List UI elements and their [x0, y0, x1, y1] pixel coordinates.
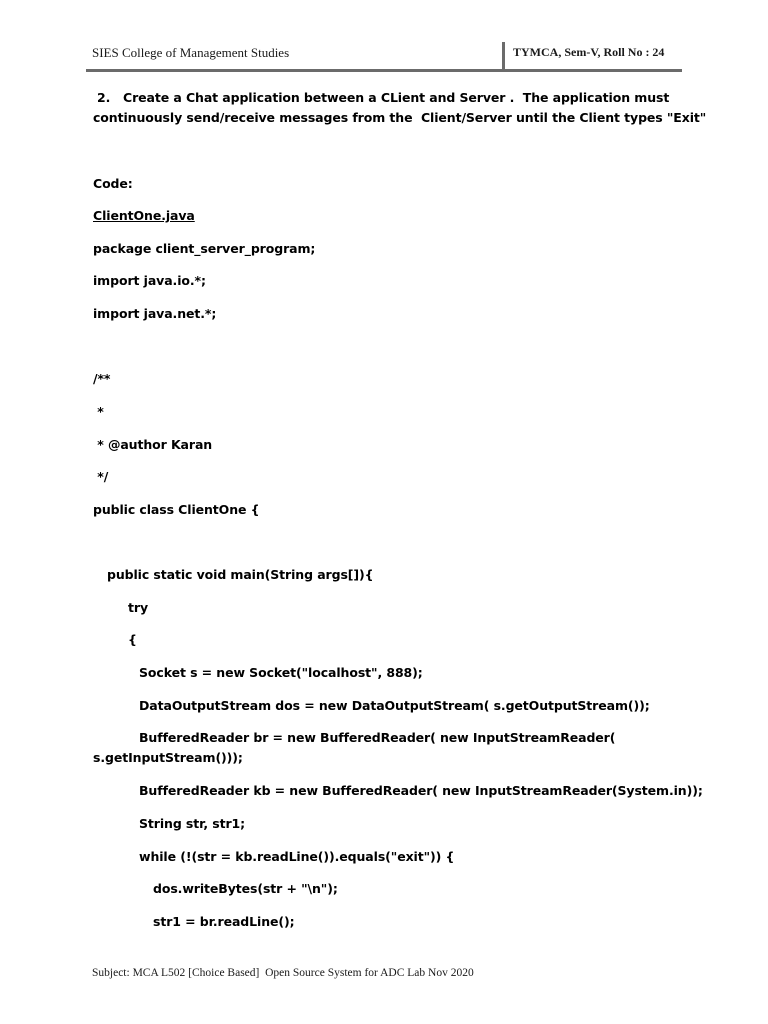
footer-subject: Subject: MCA L502 [Choice Based] Open Source System for ADC Lab Nov 2020 [92, 967, 474, 979]
code-line: BufferedReader kb = new BufferedReader( new InputStreamReader(System.in)); [139, 783, 703, 798]
code-line: * @author Karan [93, 437, 213, 452]
code-line: Socket s = new Socket("localhost", 888); [139, 665, 423, 680]
code-line: try [128, 600, 148, 615]
code-line: /** [93, 371, 111, 386]
question-line-1: 2. Create a Chat application between a CLient and Server . The application must [97, 90, 670, 105]
question-line-2: continuously send/receive messages from the Client/Server until the Client types "Exit" [93, 110, 707, 125]
code-line: import java.io.*; [93, 273, 206, 288]
code-line: package client_server_program; [93, 241, 316, 256]
code-line: s.getInputStream())); [93, 750, 243, 765]
code-line: * [93, 404, 104, 419]
code-line: */ [93, 469, 109, 484]
header-college-name: SIES College of Management Studies [92, 45, 290, 60]
code-line: { [128, 632, 137, 647]
code-line: DataOutputStream dos = new DataOutputStream( s.getOutputStream()); [139, 698, 650, 713]
code-line: str1 = br.readLine(); [153, 914, 295, 929]
header-roll-info: TYMCA, Sem-V, Roll No : 24 [513, 45, 665, 59]
header-divider [502, 42, 505, 70]
code-line: String str, str1; [139, 816, 246, 831]
code-line: import java.net.*; [93, 306, 217, 321]
code-line: public static void main(String args[]){ [107, 567, 374, 582]
code-label: Code: [93, 176, 133, 191]
code-line: dos.writeBytes(str + "\n"); [153, 881, 338, 896]
code-line: public class ClientOne { [93, 502, 260, 517]
header-rule [86, 69, 682, 72]
code-line: while (!(str = kb.readLine()).equals("exit")) { [139, 849, 455, 864]
file-name: ClientOne.java [93, 208, 195, 223]
code-line: BufferedReader br = new BufferedReader( new InputStreamReader( [139, 730, 616, 745]
